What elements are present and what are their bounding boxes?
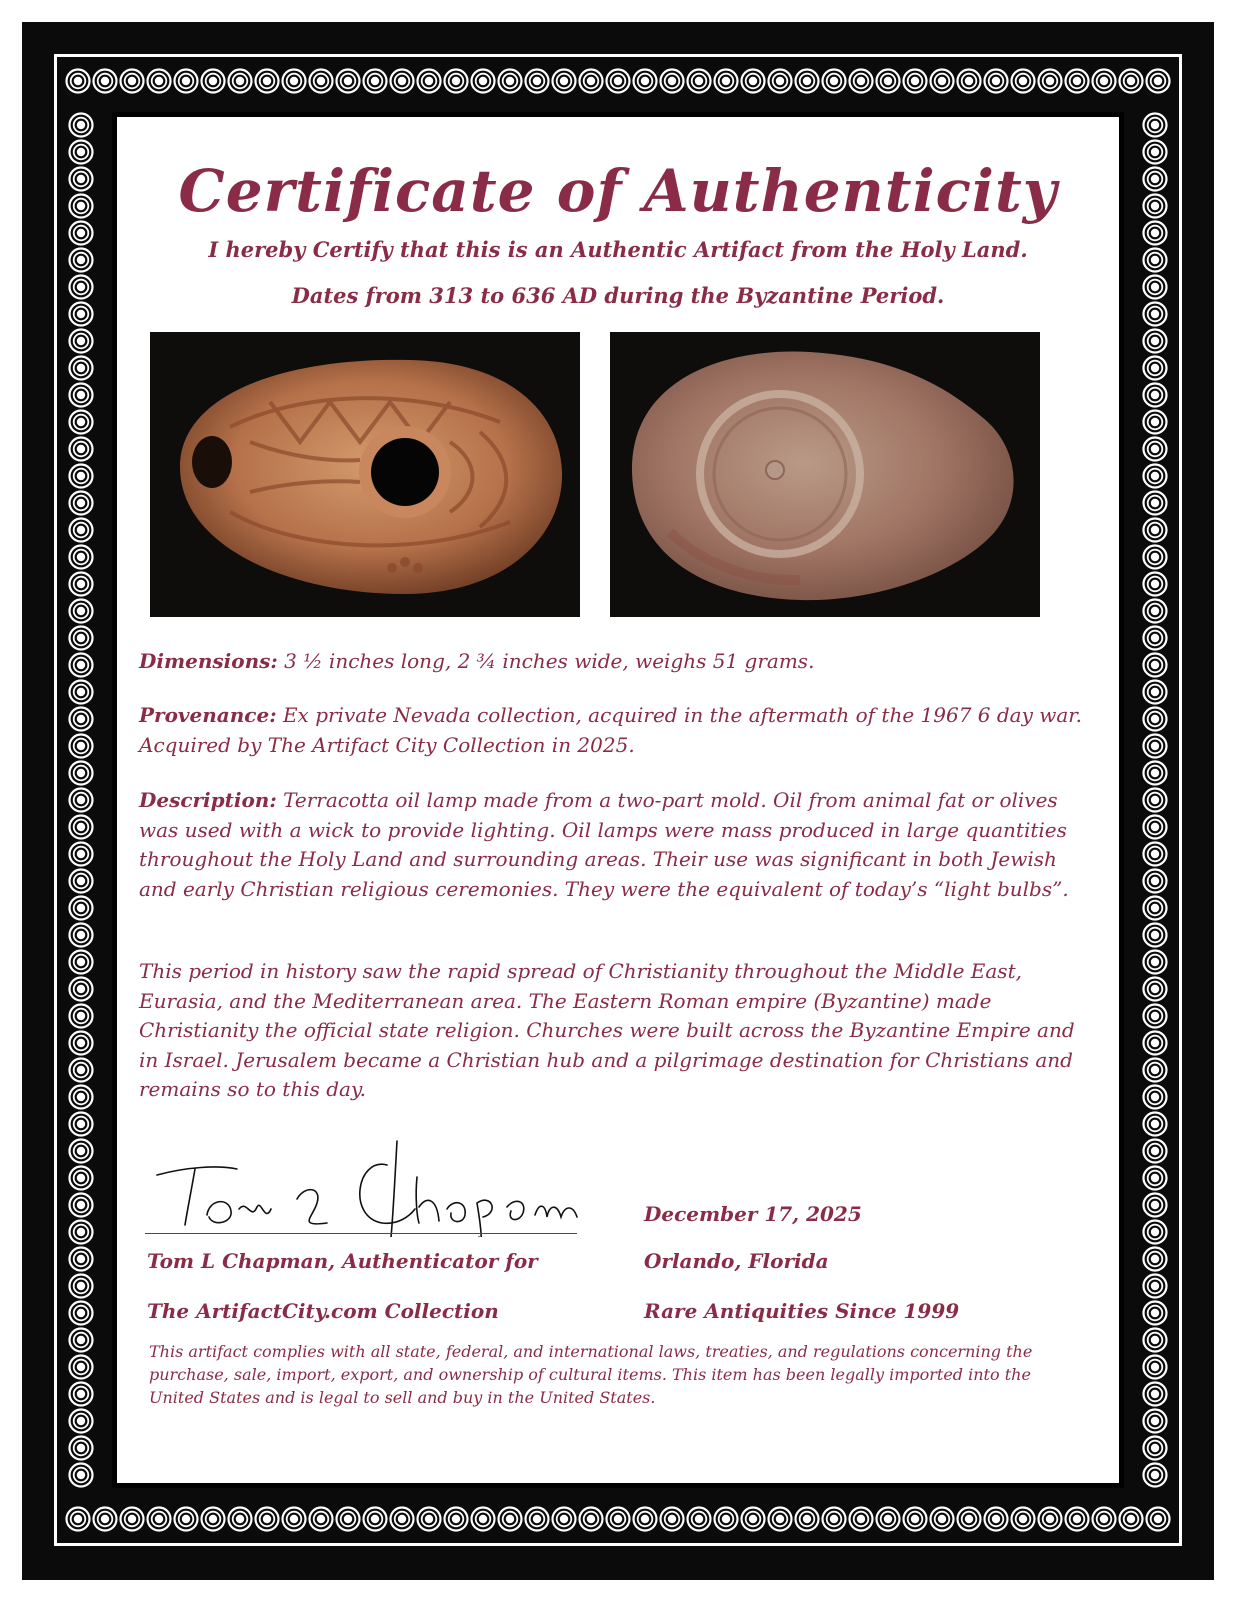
dimensions-label: Dimensions:	[139, 649, 278, 673]
dimensions-text: 3 ½ inches long, 2 ¾ inches wide, weighs 51 grams.	[277, 649, 815, 673]
legal-notice: This artifact complies with all state, federal, and international laws, treaties, and regulations concerning the purchase, sale, import, export, and ownership of cultural items. This item has been legally imported into the United States and is legal to sell and buy in the United States.	[149, 1342, 1033, 1407]
date-line: Dates from 313 to 636 AD during the Byzantine Period.	[291, 283, 945, 308]
oil-lamp-top-photo	[150, 332, 580, 617]
certificate-date: December 17, 2025	[644, 1202, 862, 1226]
oil-lamp-bottom-photo	[610, 332, 1040, 617]
certify-line: I hereby Certify that this is an Authentic Artifact from the Holy Land.	[208, 237, 1028, 262]
authenticator-line: Tom L Chapman, Authenticator for	[147, 1249, 538, 1273]
provenance-label: Provenance:	[139, 703, 277, 727]
history-paragraph: This period in history saw the rapid spread of Christianity throughout the Middle East, Eurasia, and the Mediterranean area. The Eastern Roman empire (Byzantine) made Christianity the official state religion. Churches were built across the Byzantine Empire and in Israel. Jerusalem became a Christian hub and a pilgrimage destination for Christians and remains so to this day.	[139, 959, 1075, 1101]
description-paragraph	[139, 786, 1089, 904]
since-line: Rare Antiquities Since 1999	[644, 1299, 960, 1323]
provenance-paragraph	[139, 701, 1089, 760]
signature-text: Tom L Chapman	[147, 1137, 156, 1138]
signature-line	[145, 1233, 577, 1234]
certificate-location: Orlando, Florida	[644, 1249, 829, 1273]
signature	[147, 1137, 587, 1237]
collection-line: The ArtifactCity.com Collection	[147, 1299, 499, 1323]
description-text: Terracotta oil lamp made from a two-part mold. Oil from animal fat or olives was used with a wick to provide lighting. Oil lamps were mass produced in large quantities throughout the Holy Land and surrounding areas. Their use was significant in both Jewish and early Christian religious ceremonies. They were the equivalent of today’s “light bulbs”.	[139, 788, 1069, 901]
certificate-panel	[112, 112, 1124, 1488]
provenance-text: Ex private Nevada collection, acquired in the aftermath of the 1967 6 day war. Acquired by The Artifact City Collection in 2025.	[139, 703, 1083, 757]
description-label: Description:	[139, 788, 277, 812]
dimensions-paragraph	[139, 647, 1089, 677]
certificate-title: Certificate of Authenticity	[178, 157, 1058, 225]
